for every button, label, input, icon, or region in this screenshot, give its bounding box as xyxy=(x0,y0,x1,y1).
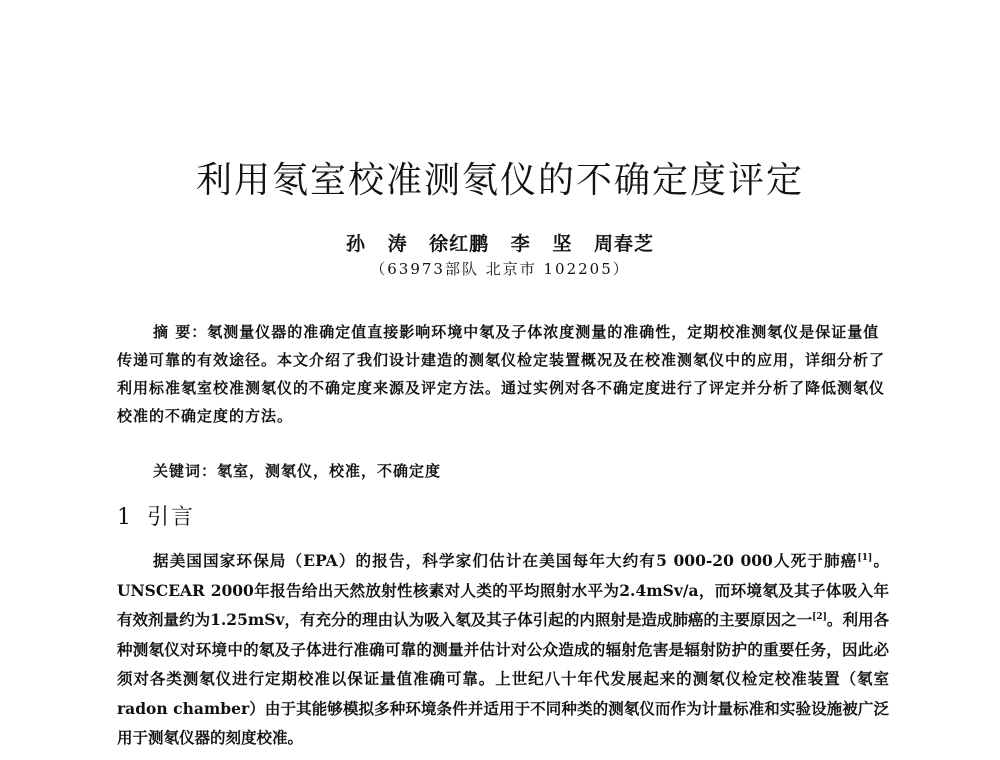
abstract xyxy=(117,318,889,430)
paper-title: 利用氡室校准测氡仪的不确定度评定 xyxy=(195,160,804,201)
reference-marker-2[interactable]: [2] xyxy=(812,611,827,622)
paragraph-text-part1: 据美国国家环保局（EPA）的报告，科学家们估计在美国每年大约有5 000-20 000人死于肺癌 xyxy=(153,551,858,570)
keywords xyxy=(153,460,441,481)
affiliation: （63973部队 北京市 102205） xyxy=(370,260,630,278)
keywords-label: 关键词： xyxy=(153,462,218,480)
introduction-paragraph xyxy=(117,546,889,753)
section-title: 引言 xyxy=(147,505,196,530)
paragraph-text-part2: 。UNSCEAR 2000年报告给出天然放射性核素对人类的平均照射水平为2.4mSv/a，而环境氡及其子体吸入年有效剂量约为1.25mSv，有充分的理由认为吸入氡及其子体引起的内照射是造成肺癌的主要原因之一 xyxy=(117,551,889,629)
abstract-label: 摘 要： xyxy=(153,323,208,341)
keywords-text: 氡室，测氡仪，校准，不确定度 xyxy=(217,462,442,480)
section-heading-introduction xyxy=(117,500,195,531)
section-number: 1 xyxy=(117,505,133,530)
reference-marker-1[interactable]: [1] xyxy=(857,552,873,563)
abstract-text: 氡测量仪器的准确定值直接影响环境中氡及子体浓度测量的准确性，定期校准测氡仪是保证量值传递可靠的有效途径。本文介绍了我们设计建造的测氡仪检定装置概况及在校准测氡仪中的应用，详细分析了利用标准氡室校准测氡仪的不确定度来源及评定方法。通过实例对各不确定度进行了评定并分析了降低测氡仪校准的不确定度的方法。 xyxy=(117,323,886,425)
author-list: 孙 涛 徐红鹏 李 坚 周春芝 xyxy=(345,233,655,255)
paragraph-text-part3: 。利用各种测氡仪对环境中的氡及子体进行准确可靠的测量并估计对公众造成的辐射危害是辐射防护的重要任务，因此必须对各类测氡仪进行定期校准以保证量值准确可靠。上世纪八十年代发展起来的测氡仪检定校准装置（氡室radon chamber）由于其能够模拟多种环境条件并适用于不同种类的测氡仪而作为计量标准和实验设施被广泛用于测氡仪器的刻度校准。 xyxy=(117,610,889,747)
